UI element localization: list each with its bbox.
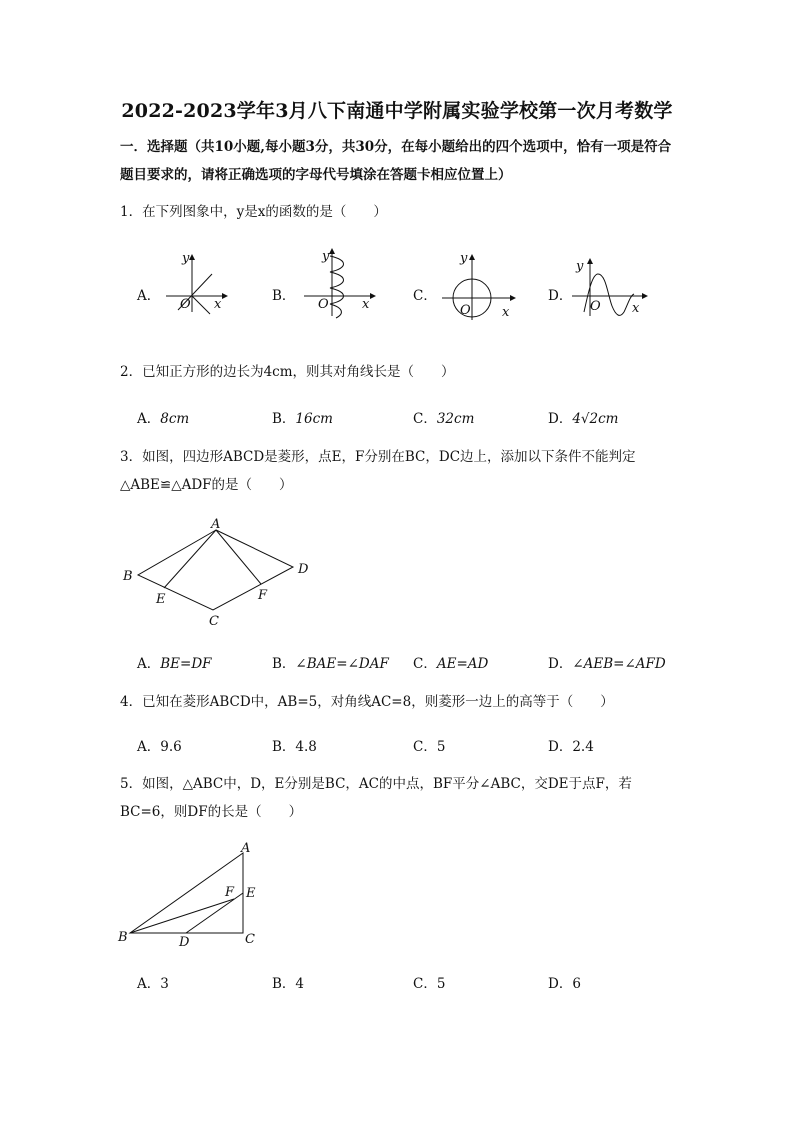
question-5-stem-line1: 5．如图，△ABC中，D，E分别是BC，AC的中点，BF平分∠ABC，交DE于点F，若 — [120, 776, 632, 792]
x-label: x — [632, 301, 640, 316]
q1-graph-c — [438, 250, 518, 322]
segment-af — [216, 530, 261, 584]
q3-option-a[interactable]: A．BE=DF — [137, 656, 212, 672]
origin-label: O — [590, 299, 601, 314]
label-e: E — [156, 592, 166, 607]
question-2-stem: 2．已知正方形的边长为4cm，则其对角线长是（ ） — [120, 364, 455, 380]
q3-option-c[interactable]: C．AE=AD — [413, 656, 489, 672]
section-heading: 一．选择题（共10小题,每小题3分，共30分，在每小题给出的四个选项中，恰有一项是符合题目要求的，请将正确选项的字母代号填涂在答题卡相应位置上） — [120, 139, 672, 183]
segment-ae — [164, 530, 216, 588]
label-d: D — [179, 935, 190, 950]
segment-bf — [130, 899, 234, 933]
q3-option-b[interactable]: B．∠BAE=∠DAF — [272, 656, 389, 672]
q2-option-a[interactable]: A．8cm — [137, 411, 190, 427]
question-3-stem-line2: △ABE≌△ADF的是（ ） — [120, 477, 293, 493]
y-arrow-icon — [469, 254, 475, 260]
x-label: x — [362, 297, 370, 312]
y-arrow-icon — [329, 248, 335, 254]
q1-option-a-label[interactable]: A． — [137, 288, 161, 304]
question-4-stem: 4．已知在菱形ABCD中，AB=5，对角线AC=8，则菱形一边上的高等于（ ） — [120, 694, 614, 710]
x-label: x — [214, 297, 222, 312]
y-label: y — [322, 249, 330, 264]
x-arrow-icon — [222, 293, 228, 299]
label-d: D — [298, 562, 309, 577]
y-label: y — [182, 251, 190, 266]
label-a: A — [241, 841, 251, 856]
x-arrow-icon — [370, 293, 376, 299]
label-c: C — [245, 932, 255, 947]
q3-option-d[interactable]: D．∠AEB=∠AFD — [548, 656, 666, 672]
label-b: B — [123, 569, 133, 584]
q2-option-c[interactable]: C．32cm — [413, 411, 475, 427]
q1-graph-d — [568, 254, 650, 324]
q1-option-c-label[interactable]: C． — [413, 288, 437, 304]
label-f: F — [225, 885, 235, 900]
y-arrow-icon — [587, 258, 593, 264]
question-5-stem-line2: BC=6，则DF的长是（ ） — [120, 804, 303, 820]
q4-option-a[interactable]: A．9.6 — [137, 739, 182, 755]
origin-label: O — [460, 303, 471, 318]
origin-label: O — [318, 297, 329, 312]
y-label: y — [460, 251, 468, 266]
q4-option-c[interactable]: C．5 — [413, 739, 446, 755]
label-a: A — [211, 517, 221, 532]
label-c: C — [209, 614, 219, 629]
q1-graph-a — [160, 250, 230, 320]
segment-de — [186, 893, 243, 933]
label-b: B — [118, 930, 128, 945]
label-f: F — [258, 588, 268, 603]
question-3-stem-line1: 3．如图，四边形ABCD是菱形，点E，F分别在BC，DC边上，添加以下条件不能判定 — [120, 449, 636, 465]
label-e: E — [246, 886, 256, 901]
page-title: 2022-2023学年3月八下南通中学附属实验学校第一次月考数学 — [121, 100, 673, 122]
line-graph-2 — [192, 296, 210, 314]
origin-label: O — [180, 297, 191, 312]
q1-option-b-label[interactable]: B． — [272, 288, 296, 304]
x-arrow-icon — [510, 295, 516, 301]
q1-option-d-label[interactable]: D． — [548, 288, 573, 304]
y-arrow-icon — [189, 254, 195, 260]
x-label: x — [502, 305, 510, 320]
q4-option-d[interactable]: D．2.4 — [548, 739, 594, 755]
q5-option-a[interactable]: A．3 — [137, 976, 169, 992]
q3-rhombus-figure — [118, 515, 318, 630]
q1-graph-b — [300, 246, 380, 322]
question-1-stem: 1．在下列图象中，y是x的函数的是（ ） — [120, 204, 387, 220]
q4-option-b[interactable]: B．4.8 — [272, 739, 317, 755]
x-arrow-icon — [642, 293, 648, 299]
q5-option-d[interactable]: D．6 — [548, 976, 581, 992]
y-label: y — [576, 259, 584, 274]
q2-option-d[interactable]: D．4√2cm — [548, 411, 619, 427]
q5-option-b[interactable]: B．4 — [272, 976, 305, 992]
q5-triangle-figure — [115, 838, 275, 950]
q5-option-c[interactable]: C．5 — [413, 976, 446, 992]
q2-option-b[interactable]: B．16cm — [272, 411, 333, 427]
